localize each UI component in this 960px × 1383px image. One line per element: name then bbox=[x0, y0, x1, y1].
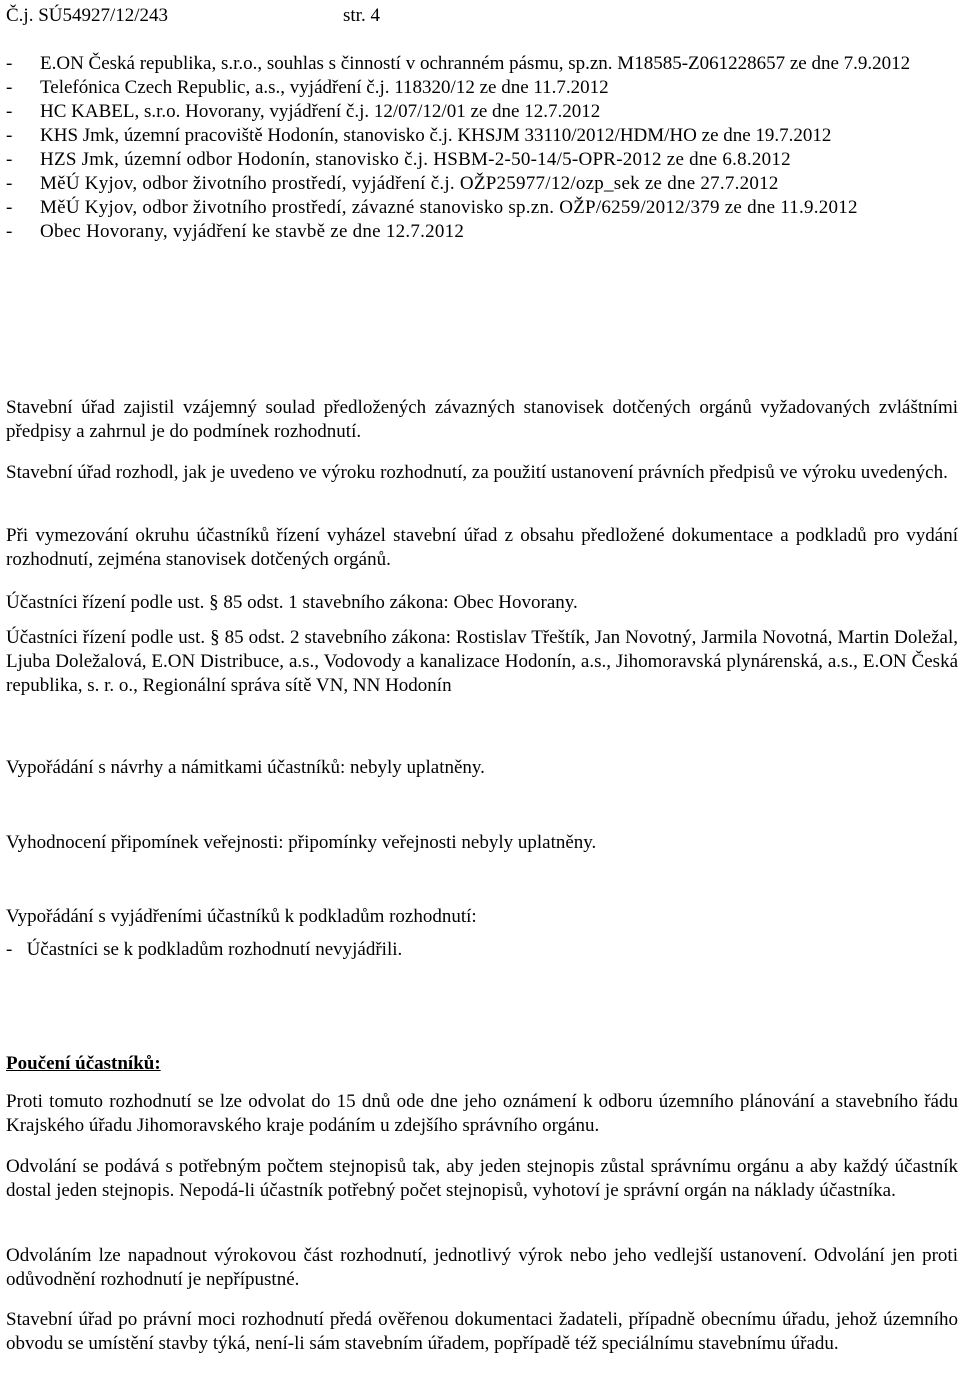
paragraph-participants-scope: Při vymezování okruhu účastníků řízení vyházel stavební úřad z obsahu předložené dokumentace a podkladů pro vydání rozhodnutí, zejména stanovisek dotčených orgánů. bbox=[6, 525, 958, 570]
list-item bbox=[6, 124, 952, 148]
list-dash: - bbox=[6, 173, 13, 194]
list-item bbox=[6, 220, 952, 244]
paragraph-public-comments: Vyhodnocení připomínek veřejnosti: připomínky veřejnosti nebyly uplatněny. bbox=[6, 832, 597, 853]
reference-number: Č.j. SÚ54927/12/243 bbox=[6, 5, 169, 26]
instructions-heading-wrap bbox=[6, 1052, 958, 1076]
list-item bbox=[6, 148, 952, 172]
paragraph-participants-85-1: Účastníci řízení podle ust. § 85 odst. 1 stavebního zákona: Obec Hovorany. bbox=[6, 592, 578, 613]
list-item-text: KHS Jmk, územní pracoviště Hodonín, stanovisko č.j. KHSJM 33110/2012/HDM/HO ze dne 19.7.2012 bbox=[40, 125, 832, 146]
list-dash: - bbox=[6, 221, 13, 242]
list-item bbox=[6, 196, 952, 220]
paragraph-statements: Vypořádání s vyjádřeními účastníků k podkladům rozhodnutí: bbox=[6, 906, 477, 927]
paragraph-decision-basis: Stavební úřad rozhodl, jak je uvedeno ve výroku rozhodnutí, za použití ustanovení právních předpisů ve výroku uvedených. bbox=[6, 462, 948, 483]
paragraph-statements-item: - Účastníci se k podkladům rozhodnutí nevyjádřili. bbox=[6, 939, 403, 960]
list-dash: - bbox=[6, 77, 13, 98]
list-item-text: HZS Jmk, územní odbor Hodonín, stanovisko č.j. HSBM-2-50-14/5-OPR-2012 ze dne 6.8.2012 bbox=[40, 149, 791, 170]
list-dash: - bbox=[6, 125, 13, 146]
list-dash: - bbox=[6, 197, 13, 218]
paragraph-appeal-deadline: Proti tomuto rozhodnutí se lze odvolat do 15 dnů ode dne jeho oznámení k odboru územního plánování a stavebního řádu Krajského úřadu Jihomoravského kraje podáním u zdejšího správního orgánu. bbox=[6, 1091, 958, 1136]
paragraph-appeal-copies: Odvolání se podává s potřebným počtem stejnopisů tak, aby jeden stejnopis zůstal správnímu orgánu a aby každý účastník dostal jeden stejnopis. Nepodá-li účastník potřebný počet stejnopisů, vyhotoví je správní orgán na náklady účastníka. bbox=[6, 1156, 958, 1201]
paragraph-objections: Vypořádání s návrhy a námitkami účastníků: nebyly uplatněny. bbox=[6, 757, 485, 778]
instructions-heading: Poučení účastníků: bbox=[6, 1053, 161, 1074]
list-dash: - bbox=[6, 53, 13, 74]
list-item bbox=[6, 172, 952, 196]
list-item-text: Telefónica Czech Republic, a.s., vyjádření č.j. 118320/12 ze dne 11.7.2012 bbox=[40, 77, 609, 98]
list-item-text: MěÚ Kyjov, odbor životního prostředí, závazné stanovisko sp.zn. OŽP/6259/2012/379 ze dne 11.9.2012 bbox=[40, 197, 858, 218]
paragraph-participants-85-2: Účastníci řízení podle ust. § 85 odst. 2 stavebního zákona: Rostislav Třeštík, Jan Novotný, Jarmila Novotná, Martin Doležal, Ljuba Doležalová, E.ON Distribuce, a.s., Vodovody a kanalizace Hodonín, a.s., Jihomoravská plynárenská, a.s., E.ON Česká republika, s. r. o., Regionální správa sítě VN, NN Hodonín bbox=[6, 627, 958, 696]
page-header bbox=[6, 4, 426, 28]
paragraph-documentation: Stavební úřad po právní moci rozhodnutí předá ověřenou dokumentaci žadateli, případně obecnímu úřadu, jehož územního obvodu se umístění stavby týká, není-li sám stavebním úřadem, popřípadě též speciálnímu stavebnímu úřadu. bbox=[6, 1309, 958, 1354]
list-item-text: E.ON Česká republika, s.r.o., souhlas s činností v ochranném pásmu, sp.zn. M18585-Z061228657 ze dne 7.9.2012 bbox=[40, 53, 911, 74]
list-item bbox=[6, 52, 952, 76]
list-item-text: Obec Hovorany, vyjádření ke stavbě ze dne 12.7.2012 bbox=[40, 221, 465, 242]
list-item bbox=[6, 76, 952, 100]
paragraph-appeal-scope: Odvoláním lze napadnout výrokovou část rozhodnutí, jednotlivý výrok nebo jeho vedlejší ustanovení. Odvolání jen proti odůvodnění rozhodnutí je nepřípustné. bbox=[6, 1245, 958, 1290]
list-item-text: MěÚ Kyjov, odbor životního prostředí, vyjádření č.j. OŽP25977/12/ozp_sek ze dne 27.7.2012 bbox=[40, 173, 779, 194]
opinions-list bbox=[6, 52, 952, 244]
page-number: str. 4 bbox=[343, 5, 380, 26]
list-dash: - bbox=[6, 149, 13, 170]
list-item-text: HC KABEL, s.r.o. Hovorany, vyjádření č.j. 12/07/12/01 ze dne 12.7.2012 bbox=[40, 101, 601, 122]
list-dash: - bbox=[6, 101, 13, 122]
list-item bbox=[6, 100, 952, 124]
paragraph-consistency: Stavební úřad zajistil vzájemný soulad předložených závazných stanovisek dotčených orgánů vyžadovaných zvláštními předpisy a zahrnul je do podmínek rozhodnutí. bbox=[6, 397, 958, 442]
